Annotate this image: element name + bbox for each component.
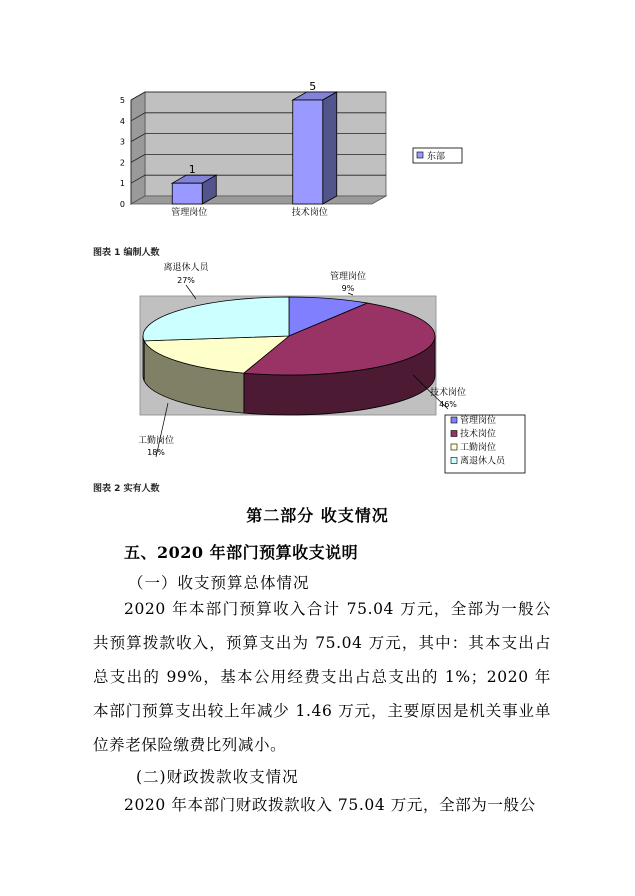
bar-chart-y-tick: 3 bbox=[119, 137, 125, 147]
bar-category-label: 技术岗位 bbox=[291, 208, 328, 218]
bar-chart-floor bbox=[131, 196, 386, 204]
bar-side-face bbox=[323, 92, 337, 204]
pie-legend-label: 工勤岗位 bbox=[460, 443, 497, 453]
pie-slice-percent: 46% bbox=[439, 400, 457, 409]
bar-category-label: 管理岗位 bbox=[171, 208, 208, 218]
bar-chart-y-tick: 4 bbox=[119, 116, 125, 126]
pie-slice-label: 工勤岗位 bbox=[137, 436, 175, 446]
pie-slice-label: 离退休人员 bbox=[163, 263, 209, 273]
pie-legend-swatch bbox=[451, 431, 457, 437]
pie-chart bbox=[0, 255, 635, 475]
bar-chart-y-tick: 2 bbox=[119, 158, 125, 168]
pie-legend-swatch bbox=[451, 444, 457, 450]
pie-legend-swatch bbox=[451, 458, 457, 464]
pie-slice-label: 技术岗位 bbox=[429, 388, 467, 398]
bar-chart-legend-label: 东部 bbox=[427, 152, 446, 162]
subsection-title-2: (二)财政拨款收支情况 bbox=[136, 768, 299, 786]
bar-chart-legend-swatch bbox=[417, 152, 423, 158]
pie-legend-label: 离退休人员 bbox=[460, 456, 506, 467]
section-title: 五、2020 年部门预算收支说明 bbox=[124, 543, 359, 562]
bar-data-label: 5 bbox=[309, 80, 317, 93]
pie-leader-line bbox=[348, 293, 353, 295]
pie-chart-legend bbox=[445, 414, 525, 473]
paragraph-2: 2020 年本部门财政拨款收入 75.04 万元，全部为一般公 bbox=[124, 796, 536, 814]
paragraph-1: 2020 年本部门预算收入合计 75.04 万元，全部为一般公共预算拨款收入，预算支出为 75.04 万元，其中：其本支出占总支出的 99%，基本公用经费支出占总支出的 1%；2020 年本部门预算支出较上年减少 1.46 万元，主要原因是机关事业单位养老保险缴费比列减小。 bbox=[93, 600, 551, 754]
pie-slice-label: 管理岗位 bbox=[329, 272, 367, 282]
part-title: 第二部分 收支情况 bbox=[246, 506, 389, 525]
bar-1 bbox=[172, 183, 202, 204]
bar-chart-y-tick: 5 bbox=[119, 96, 125, 105]
bar-chart-y-tick: 0 bbox=[119, 200, 125, 209]
bar-chart bbox=[0, 0, 635, 240]
pie-legend-label: 管理岗位 bbox=[460, 416, 497, 426]
pie-slice-percent: 27% bbox=[177, 276, 195, 285]
pie-legend-swatch bbox=[451, 417, 457, 423]
pie-slice-percent: 18% bbox=[147, 448, 165, 457]
bar-chart-legend bbox=[413, 148, 462, 163]
bar-chart-y-tick: 1 bbox=[119, 179, 125, 189]
pie-legend-label: 技术岗位 bbox=[460, 429, 497, 440]
bar-chart-side-wall bbox=[131, 92, 145, 204]
figure2-caption: 图表 2 实有人数 bbox=[93, 484, 160, 494]
figure1-caption: 图表 1 编制人数 bbox=[93, 248, 160, 258]
bar-2 bbox=[293, 100, 323, 204]
pie-slice-percent: 9% bbox=[341, 284, 355, 293]
subsection-title-1: （一）收支预算总体情况 bbox=[128, 574, 310, 592]
pie-slice-side bbox=[143, 336, 144, 381]
bar-data-label: 1 bbox=[188, 163, 196, 177]
